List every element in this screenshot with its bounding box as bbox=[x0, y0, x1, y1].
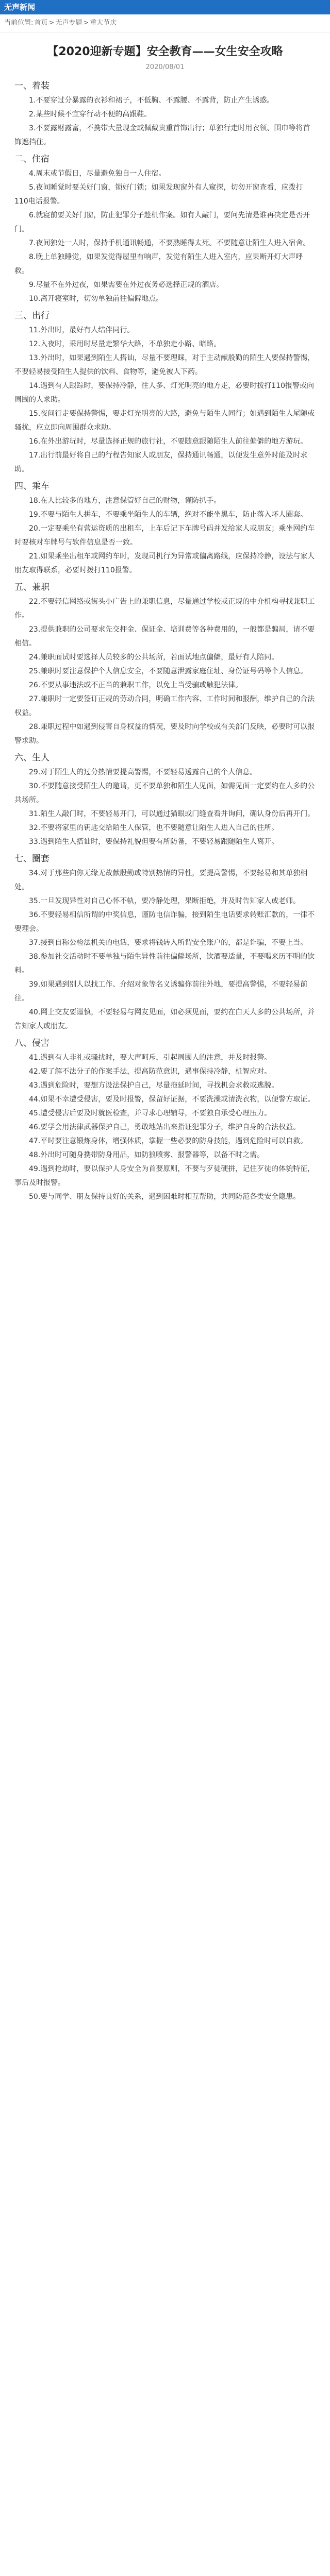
paragraph: 40.网上交友要谨慎，不要轻易与网友见面，如必须见面，要约在白天人多的公共场所，并告知家人或朋友。 bbox=[14, 1008, 315, 1030]
paragraph: 18.在人比较多的地方，注意保管好自己的财物，谨防扒手。 bbox=[29, 497, 221, 505]
article bbox=[0, 32, 330, 1204]
paragraph: 30.不要随意接受陌生人的邀请，更不要单独和陌生人见面，如需见面一定要约在人多的公共场所。 bbox=[14, 782, 315, 804]
paragraph: 10.离开寝室时，切勿单独前往偏僻地点。 bbox=[29, 295, 163, 303]
paragraph: 22.不要轻信网络或街头小广告上的兼职信息，尽量通过学校或正规的中介机构寻找兼职工作。 bbox=[14, 598, 315, 620]
paragraph: 4.周末或节假日，尽量避免独自一人住宿。 bbox=[29, 170, 166, 178]
paragraph: 37.接到自称公检法机关的电话，要求将钱转入所谓安全账户的，都是诈骗，不要上当。 bbox=[29, 939, 308, 947]
paragraph: 48.外出时可随身携带防身用品，如防狼喷雾、报警器等，以备不时之需。 bbox=[29, 1151, 265, 1159]
breadcrumb-link[interactable]: 重大节庆 bbox=[90, 19, 117, 27]
breadcrumb-label: 当前位置: bbox=[4, 19, 34, 27]
paragraph: 9.尽量不在外过夜，如果需要在外过夜务必选择正规的酒店。 bbox=[29, 281, 224, 289]
paragraph: 15.夜间行走要保持警惕，要走灯光明亮的大路，避免与陌生人同行；如遇到陌生人尾随或骚扰，应立即向周围群众求助。 bbox=[14, 410, 315, 432]
paragraph: 5.夜间睡觉时要关好门窗，锁好门锁；如果发现窗外有人窥探，切勿开窗查看，应拨打110电话报警。 bbox=[14, 183, 303, 206]
breadcrumb-link[interactable]: 首页 bbox=[34, 19, 48, 27]
paragraph: 41.遇到有人非礼或骚扰时，要大声呵斥，引起周围人的注意，并及时报警。 bbox=[29, 1054, 272, 1062]
breadcrumb-link[interactable]: 无声专题 bbox=[55, 19, 82, 27]
paragraph: 44.如果不幸遭受侵害，要及时报警，保留好证据，不要洗澡或清洗衣物，以便警方取证。 bbox=[29, 1095, 315, 1104]
paragraph: 42.要了解不法分子的作案手法，提高防范意识，遇事保持冷静，机智应对。 bbox=[29, 1067, 272, 1076]
paragraph: 34.对于那些向你无缘无故献殷勤或特别热情的异性，要提高警惕，不要轻易和其单独相处。 bbox=[14, 869, 308, 891]
breadcrumb-separator: > bbox=[83, 19, 89, 27]
paragraph: 49.遇到抢劫时，要以保护人身安全为首要原则，不要与歹徒硬拼，记住歹徒的体貌特征，事后及时报警。 bbox=[14, 1165, 315, 1187]
paragraph: 21.如果乘坐出租车或网约车时，发现司机行为异常或偏离路线，应保持冷静，设法与家人朋友取得联系，必要时拨打110报警。 bbox=[14, 552, 315, 574]
paragraph: 23.提供兼职的公司要求先交押金、保证金、培训费等各种费用的，一般都是骗局，请不要相信。 bbox=[14, 625, 315, 648]
paragraph: 47.平时要注意锻炼身体，增强体质，掌握一些必要的防身技能，遇到危险时可以自救。 bbox=[29, 1137, 308, 1145]
paragraph: 20.一定要乘坐有营运资质的出租车，上车后记下车牌号码并发给家人或朋友；乘坐网约车时要核对车牌号与软件信息是否一致。 bbox=[14, 524, 315, 547]
paragraph: 14.遇到有人跟踪时，要保持冷静，往人多、灯光明亮的地方走，必要时拨打110报警或向周围的人求助。 bbox=[14, 382, 314, 404]
paragraph: 38.参加社交活动时不要单独与陌生异性前往偏僻场所，饮酒要适量，不要喝来历不明的饮料。 bbox=[14, 953, 315, 975]
paragraph: 27.兼职时一定要签订正规的劳动合同，明确工作内容、工作时间和报酬，维护自己的合法权益。 bbox=[14, 695, 315, 717]
section-heading: 二、住宿 bbox=[14, 154, 50, 164]
breadcrumb bbox=[0, 14, 330, 32]
article-date: 2020/08/01 bbox=[145, 63, 185, 71]
paragraph: 16.在外出游玩时，尽量选择正规的旅行社，不要随意跟随陌生人前往偏僻的地方游玩。 bbox=[29, 437, 308, 446]
paragraph: 11.外出时，最好有人结伴同行。 bbox=[29, 326, 135, 334]
paragraph: 50.要与同学、朋友保持良好的关系，遇到困难时相互帮助，共同防范各类安全隐患。 bbox=[29, 1193, 301, 1201]
paragraph: 28.兼职过程中如遇到侵害自身权益的情况，要及时向学校或有关部门反映，必要时可以报警求助。 bbox=[14, 723, 315, 745]
paragraph: 25.兼职时要注意保护个人信息安全，不要随意泄露家庭住址、身份证号码等个人信息。 bbox=[29, 667, 308, 675]
paragraph: 43.遇到危险时，要想方设法保护自己，尽量拖延时间，寻找机会求救或逃脱。 bbox=[29, 1081, 279, 1090]
paragraph: 19.不要与陌生人拼车，不要乘坐陌生人的车辆，绝对不能坐黑车，防止落入坏人圈套。 bbox=[29, 511, 308, 519]
paragraph: 45.遭受侵害后要及时就医检查，并寻求心理辅导，不要独自承受心理压力。 bbox=[29, 1109, 272, 1117]
article-body bbox=[14, 78, 316, 1204]
paragraph: 3.不要露财露富，不携带大量现金或佩戴贵重首饰出行；单独行走时用衣领、围巾等将首饰遮挡住。 bbox=[14, 124, 310, 146]
article-title: 【2020迎新专题】安全教育——女生安全攻略 bbox=[47, 45, 283, 58]
paragraph: 24.兼职面试时要选择人员较多的公共场所，若面试地点偏僻，最好有人陪同。 bbox=[29, 653, 279, 662]
paragraph: 1.不要穿过分暴露的衣衫和裙子，不低胸、不露腰、不露背，防止产生诱惑。 bbox=[29, 96, 274, 105]
paragraph: 12.入夜时，采用时尽量走繁华大路，不单独走小路、暗路。 bbox=[29, 340, 221, 348]
paragraph: 31.陌生人敲门时，不要轻易开门，可以通过猫眼或门缝查看并询问，确认身份后再开门。 bbox=[29, 810, 315, 818]
site-header bbox=[0, 0, 330, 14]
section-heading: 三、出行 bbox=[14, 311, 50, 321]
section-heading: 七、圈套 bbox=[14, 854, 50, 864]
paragraph: 36.不要轻易相信所谓的中奖信息，谨防电信诈骗，接到陌生电话要求转账汇款的，一律不要理会。 bbox=[14, 911, 315, 933]
paragraph: 2.某些时候不宜穿行动不便的高跟鞋。 bbox=[29, 110, 152, 118]
paragraph: 39.如果遇到别人以找工作、介绍对象等名义诱骗你前往外地，要提高警惕，不要轻易前往。 bbox=[14, 980, 308, 1003]
paragraph: 29.对于陌生人的过分热情要提高警惕，不要轻易透露自己的个人信息。 bbox=[29, 768, 257, 776]
paragraph: 32.不要将家里的钥匙交给陌生人保管，也不要随意让陌生人进入自己的住所。 bbox=[29, 824, 279, 832]
paragraph: 8.晚上单独睡觉，如果发觉得屋里有响声，发觉有陌生人进入室内，应果断开灯大声呼救。 bbox=[14, 253, 303, 275]
section-heading: 四、乘车 bbox=[14, 481, 50, 492]
paragraph: 35.一旦发现异性对自己心怀不轨，要冷静处理，果断拒绝，并及时告知家人或老师。 bbox=[29, 897, 301, 905]
section-heading: 六、生人 bbox=[14, 753, 50, 763]
paragraph: 46.要学会用法律武器保护自己，勇敢地站出来指证犯罪分子，维护自身的合法权益。 bbox=[29, 1123, 301, 1131]
paragraph: 7.夜间独处一人时，保持手机通讯畅通，不要熟睡得太死。不要随意让陌生人进入宿舍。 bbox=[29, 239, 310, 247]
site-name[interactable]: 无声新闻 bbox=[4, 3, 36, 12]
paragraph: 17.出行前最好将自己的行程告知家人或朋友，保持通讯畅通，以便发生意外时能及时求助。 bbox=[14, 451, 308, 473]
paragraph: 6.就寝前要关好门窗，防止犯罪分子趁机作案。如有人敲门，要问先清是谁再决定是否开门。 bbox=[14, 211, 310, 233]
section-heading: 五、兼职 bbox=[14, 582, 50, 592]
paragraph: 26.不要从事违法或不正当的兼职工作，以免上当受骗或触犯法律。 bbox=[29, 681, 243, 689]
section-heading: 一、着装 bbox=[14, 81, 50, 91]
breadcrumb-separator: > bbox=[48, 19, 55, 27]
paragraph: 33.遇到陌生人搭讪时，要保持礼貌但要有所防备，不要轻易跟随陌生人离开。 bbox=[29, 838, 279, 846]
section-heading: 八、侵害 bbox=[14, 1038, 50, 1048]
paragraph: 13.外出时，如果遇到陌生人搭讪，尽量不要理睬，对于主动献殷勤的陌生人要保持警惕，不要轻易接受陌生人提供的饮料、食物等，避免被人下药。 bbox=[14, 354, 315, 376]
